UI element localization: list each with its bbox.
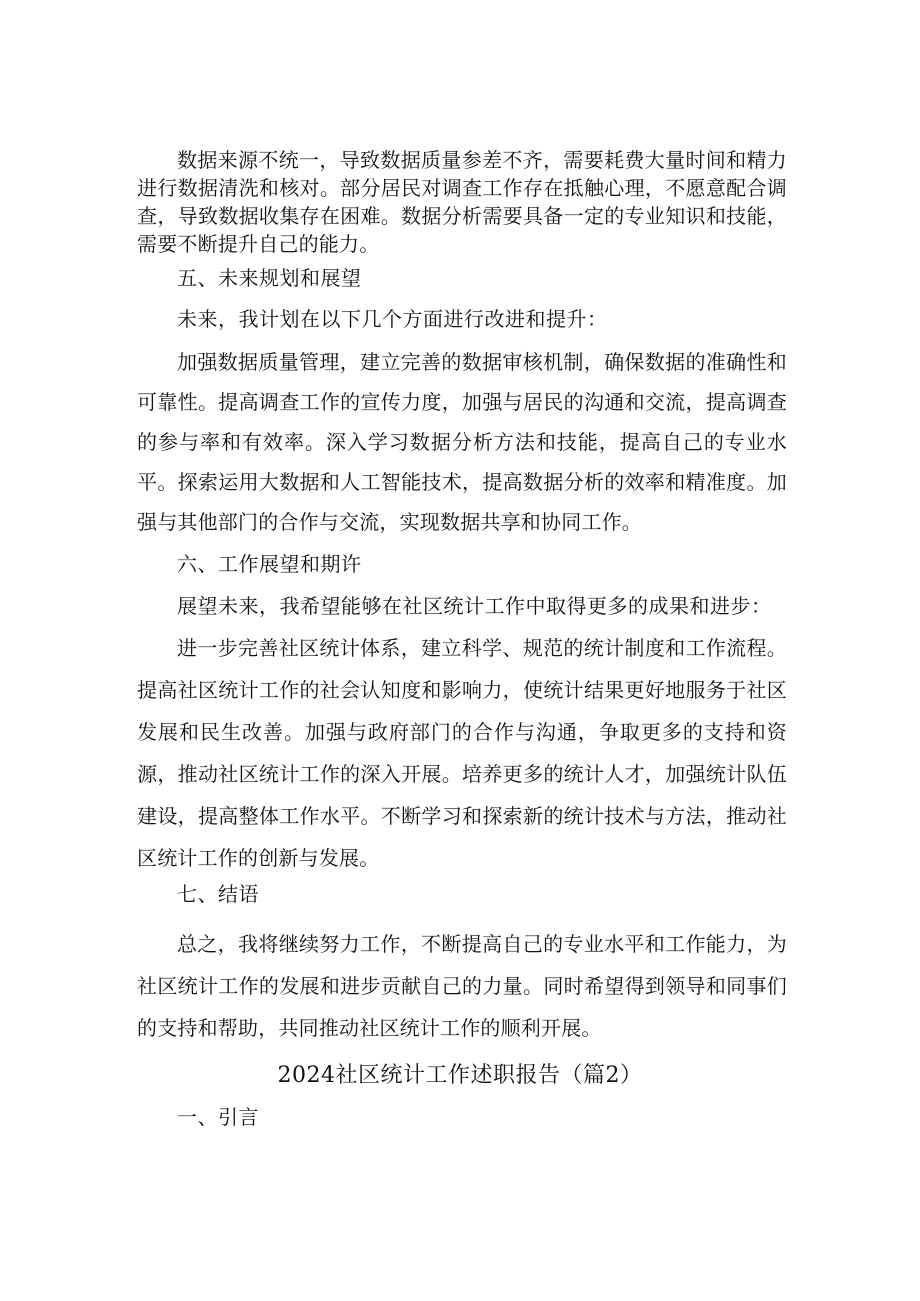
paragraph-conclusion: 总之，我将继续努力工作，不断提高自己的专业水平和工作能力，为社区统计工作的发展和进步贡献自己的力量。同时希望得到领导和同事们的支持和帮助，共同推动社区统计工作的顺利开展。 [137,932,787,1040]
section-heading-conclusion: 七、结语 [177,882,259,906]
section-heading-work-outlook: 六、工作展望和期许 [177,552,362,576]
paragraph-data-problems: 数据来源不统一，导致数据质量参差不齐，需要耗费大量时间和精力进行数据清洗和核对。部分居民对调查工作存在抵触心理，不愿意配合调查，导致数据收集存在困难。数据分析需要具备一定的专业知识和技能，需要不断提升自己的能力。 [137,148,787,256]
document-title-part2: 2024社区统计工作述职报告（篇2） [277,1063,643,1088]
section-heading-future-plans: 五、未来规划和展望 [177,266,362,290]
paragraph-outlook-goals: 进一步完善社区统计体系，建立科学、规范的统计制度和工作流程。提高社区统计工作的社会认知度和影响力，使统计结果更好地服务于社区发展和民生改善。加强与政府部门的合作与沟通，争取更多的支持和资源，推动社区统计工作的深入开展。培养更多的统计人才，加强统计队伍建设，提高整体工作水平。不断学习和探索新的统计技术与方法，推动社区统计工作的创新与发展。 [137,636,787,870]
paragraph-improvement-plans: 加强数据质量管理，建立完善的数据审核机制，确保数据的准确性和可靠性。提高调查工作的宣传力度，加强与居民的沟通和交流，提高调查的参与率和有效率。深入学习数据分析方法和技能，提高自己的专业水平。探索运用大数据和人工智能技术，提高数据分析的效率和精准度。加强与其他部门的合作与交流，实现数据共享和协同工作。 [137,350,787,534]
paragraph-future-intro: 未来，我计划在以下几个方面进行改进和提升： [177,307,608,331]
paragraph-outlook-intro: 展望未来，我希望能够在社区统计工作中取得更多的成果和进步： [177,594,772,618]
section-heading-introduction: 一、引言 [177,1105,259,1129]
